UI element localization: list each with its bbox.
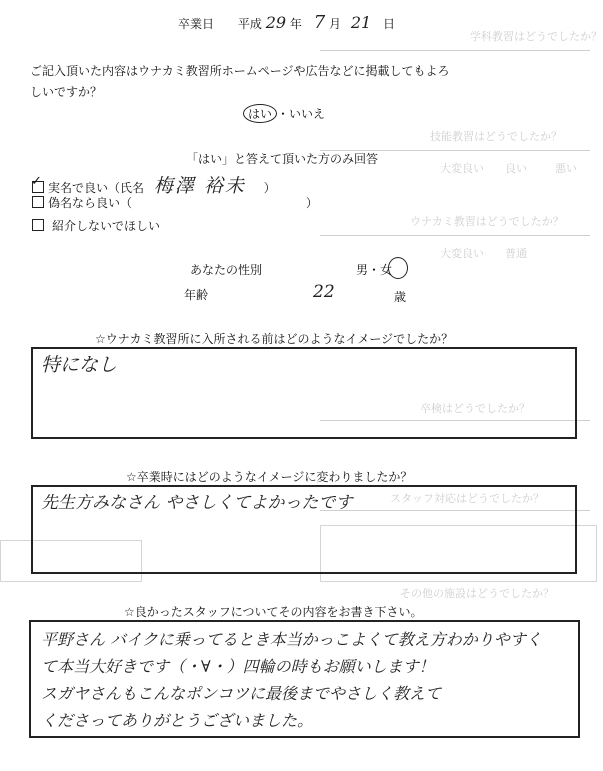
consent-yes[interactable]: はい <box>243 104 277 123</box>
gender-circle-mark <box>388 257 408 279</box>
option-real-name-label: 実名で良い（氏名 <box>48 181 145 195</box>
age-value: 22 <box>313 282 335 302</box>
checkbox-no-intro[interactable] <box>32 219 44 231</box>
answer-3-line: 平野さん バイクに乗ってるとき本当かっこよくて教え方わかりやすく <box>41 630 542 649</box>
consent-question-line1: ご記入頂いた内容はウナカミ教習所ホームページや広告などに掲載してもよろ <box>30 64 450 78</box>
answer-box-3[interactable] <box>29 620 580 738</box>
bleed-text: 卒検はどうでしたか？ <box>420 402 530 415</box>
option-real-name-close: ） <box>263 181 276 195</box>
bleed-text: 大変良い <box>440 247 484 260</box>
age-label: 年齢 <box>184 288 209 302</box>
bleed-text: ウナカミ教習はどうでしたか？ <box>410 215 564 228</box>
bleed-text: 良い <box>505 162 527 175</box>
gender-options-text: 男・女 <box>356 263 393 277</box>
bleed-text: 悪い <box>555 162 577 175</box>
answer-3-text <box>41 626 542 734</box>
answer-3-line: くださってありがとうございました。 <box>41 711 314 730</box>
bleed-text: スタッフ対応はどうでしたか？ <box>390 492 544 505</box>
option-pseudonym-row[interactable] <box>32 194 318 211</box>
checkbox-real-name[interactable] <box>31 174 44 193</box>
option-no-intro-row[interactable] <box>32 217 160 234</box>
checkbox-pseudonym[interactable] <box>32 196 44 208</box>
year-unit: 年 <box>289 17 302 31</box>
year-value: 29 <box>265 13 287 32</box>
consent-separator: ・ <box>277 107 290 121</box>
check-mark-icon: ✓ <box>31 174 42 189</box>
month-unit: 月 <box>329 17 342 31</box>
answer-box-2[interactable] <box>31 485 577 574</box>
answer-2-text: 先生方みなさん やさしくてよかったです <box>41 493 353 513</box>
month-value: 7 <box>313 12 326 33</box>
gender-options <box>356 261 392 278</box>
bleed-text: 普通 <box>505 247 527 260</box>
question-3: ☆良かったスタッフについてその内容をお書き下さい。 <box>124 605 423 619</box>
graduation-label: 卒業日 <box>178 17 215 31</box>
consent-options <box>243 104 325 123</box>
day-value: 21 <box>350 13 372 32</box>
bleed-text: 学科教習はどうでしたか？ <box>470 30 602 43</box>
bleed-text: その他の施設はどうでしたか？ <box>400 587 554 600</box>
option-no-intro-label: 紹介しないでほしい <box>52 219 161 233</box>
age-unit: 歳 <box>394 290 407 304</box>
bleed-text: 大変良い <box>440 162 484 175</box>
consent-no[interactable]: いいえ <box>289 107 326 121</box>
gender-label: あなたの性別 <box>190 263 263 277</box>
question-2: ☆卒業時にはどのようなイメージに変わりましたか？ <box>126 470 413 484</box>
graduation-date <box>178 12 395 33</box>
answer-box-1[interactable] <box>31 347 577 439</box>
day-unit: 日 <box>383 17 396 31</box>
answer-3-line: スガヤさんもこんなポンコツに最後までやさしく教えて <box>41 684 442 703</box>
bleed-text: 技能教習はどうでしたか？ <box>430 130 562 143</box>
option-pseudonym-close: ） <box>305 196 318 210</box>
bleed-line <box>320 235 590 236</box>
answer-1-text: 特になし <box>41 354 118 376</box>
option-pseudonym-label: 偽名なら良い（ <box>48 196 133 210</box>
answer-3-line: て本当大好きです（・∀・）四輪の時もお願いします！ <box>41 657 435 676</box>
name-section-heading: 「はい」と答えて頂いた方のみ回答 <box>186 152 379 166</box>
real-name-value: 梅澤 裕未 <box>153 175 246 197</box>
consent-question-line2: しいですか？ <box>30 85 103 99</box>
question-1: ☆ウナカミ教習所に入所される前はどのようなイメージでしたか？ <box>95 332 454 346</box>
bleed-line <box>320 50 590 51</box>
era-label: 平成 <box>237 17 262 31</box>
